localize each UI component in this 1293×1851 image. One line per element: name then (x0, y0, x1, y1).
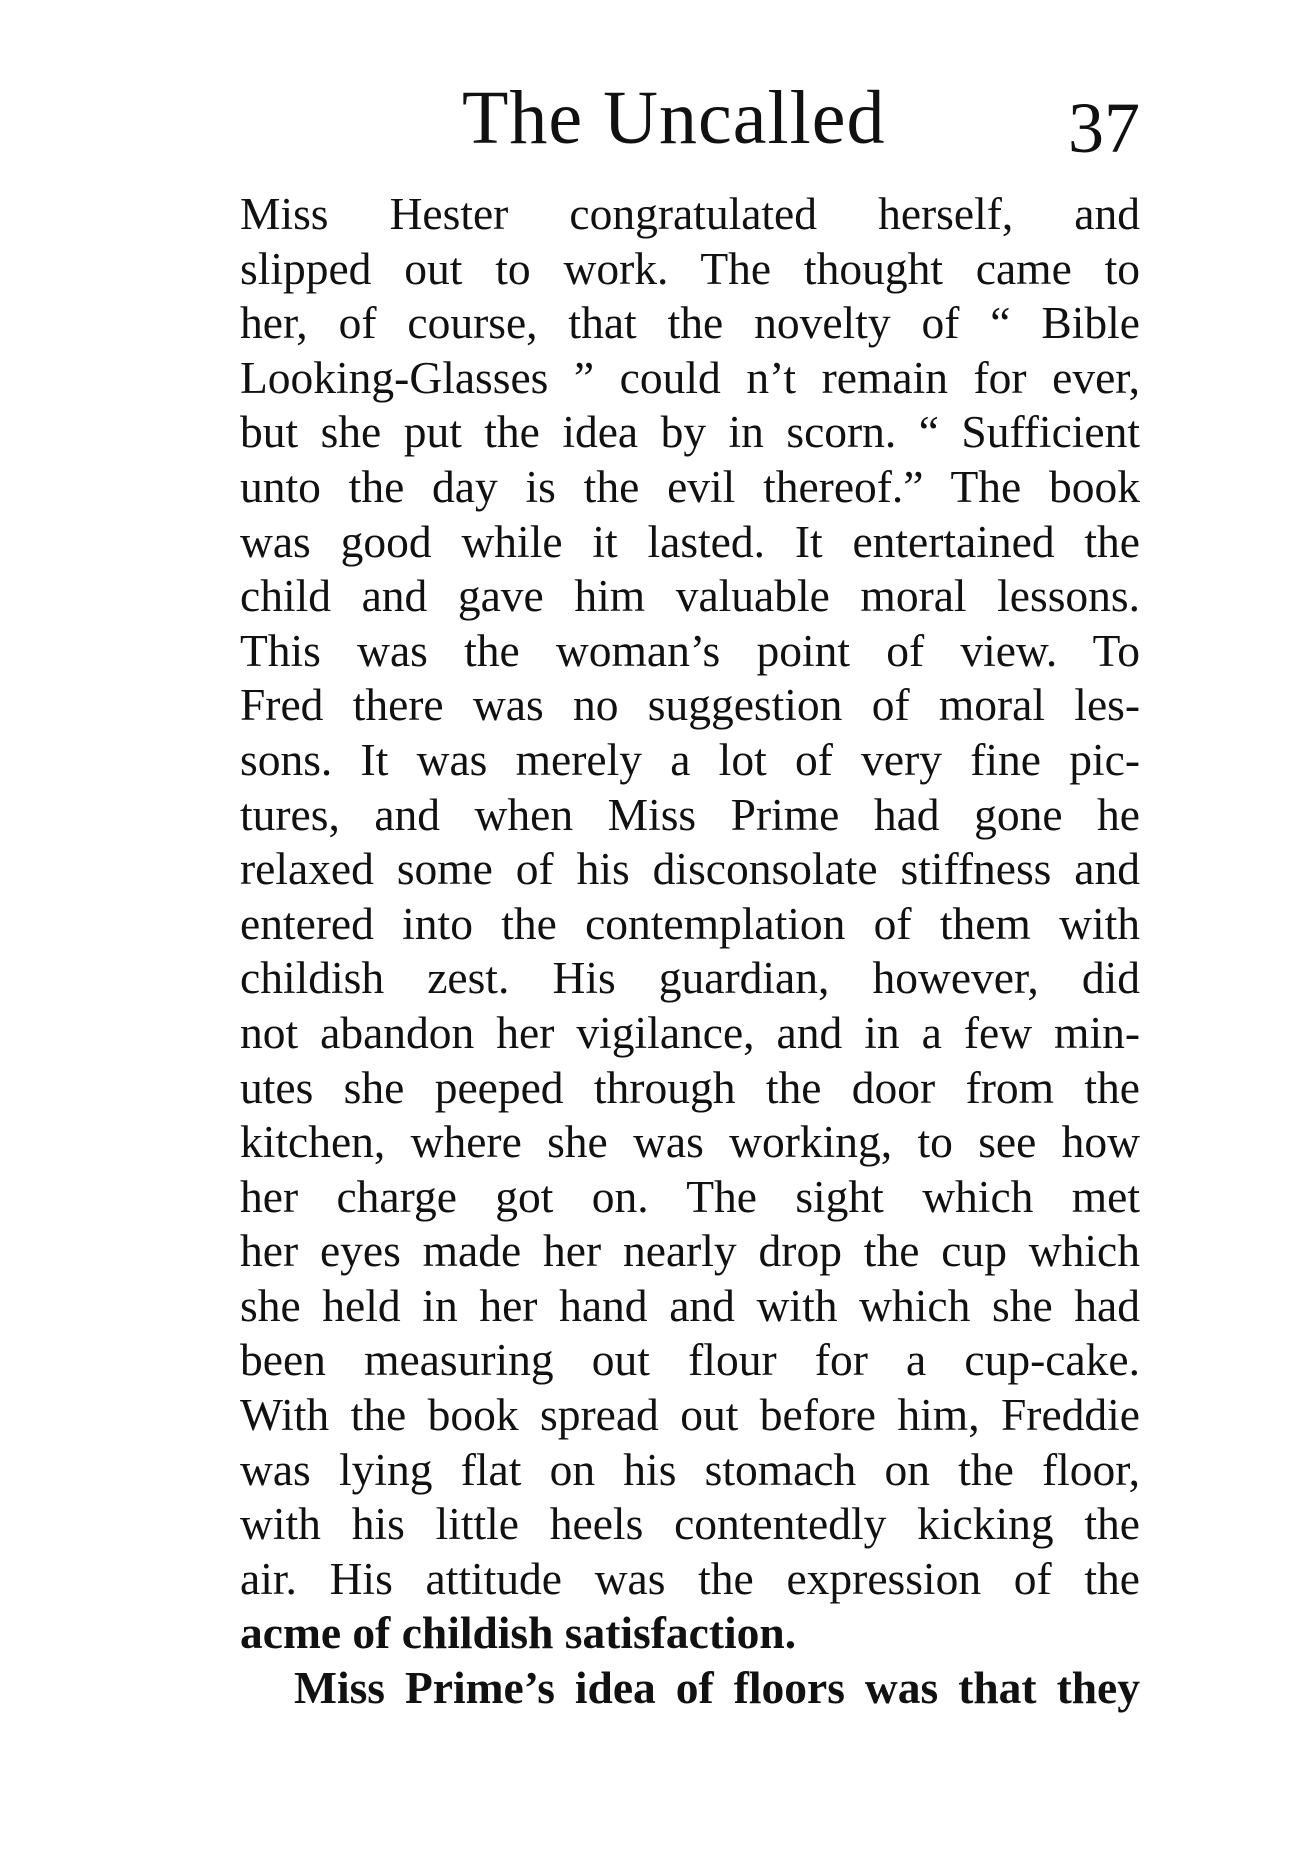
text-line: entered into the contemplation of them with (240, 897, 1140, 949)
text-line: relaxed some of his disconsolate stiffness and (240, 843, 1140, 895)
running-title: The Uncalled (462, 76, 886, 160)
text-line: Looking-Glasses ” could n’t remain for ever, (240, 351, 1140, 403)
text-line: her charge got on. The sight which met (240, 1170, 1140, 1222)
text-line: with his little heels contentedly kicking the (240, 1498, 1140, 1550)
text-line: utes she peeped through the door from the (240, 1061, 1140, 1113)
text-line: her eyes made her nearly drop the cup which (240, 1225, 1140, 1277)
text-line: air. His attitude was the expression of the (240, 1552, 1140, 1604)
paragraph-end-line: acme of childish satisfaction. (240, 1607, 797, 1659)
text-line: unto the day is the evil thereof.” The book (240, 460, 1140, 512)
text-line: This was the woman’s point of view. To (240, 624, 1140, 676)
text-line: was lying flat on his stomach on the floor, (240, 1443, 1140, 1495)
text-line: childish zest. His guardian, however, did (240, 952, 1140, 1004)
text-line: her, of course, that the novelty of “ Bible (240, 297, 1140, 349)
text-line: tures, and when Miss Prime had gone he (240, 788, 1140, 840)
text-line: she held in her hand and with which she had (240, 1279, 1140, 1331)
text-line: not abandon her vigilance, and in a few min- (240, 1006, 1140, 1058)
text-line: Fred there was no suggestion of moral les- (240, 679, 1140, 731)
text-line: but she put the idea by in scorn. “ Sufficient (240, 406, 1140, 458)
text-line: was good while it lasted. It entertained the (240, 515, 1140, 567)
running-head (240, 68, 1140, 178)
body-text (240, 187, 1140, 1716)
text-line: sons. It was merely a lot of very fine pic- (240, 733, 1140, 785)
paragraph-start-line: Miss Prime’s idea of floors was that they (294, 1662, 1140, 1714)
text-line: child and gave him valuable moral lessons. (240, 570, 1140, 622)
text-line: Miss Hester congratulated herself, and (240, 188, 1140, 239)
text-line: With the book spread out before him, Freddie (240, 1389, 1140, 1441)
text-line: kitchen, where she was working, to see how (240, 1116, 1140, 1168)
text-line: slipped out to work. The thought came to (240, 242, 1140, 294)
page-number: 37 (1068, 88, 1140, 168)
text-line: been measuring out flour for a cup-cake. (240, 1334, 1140, 1386)
